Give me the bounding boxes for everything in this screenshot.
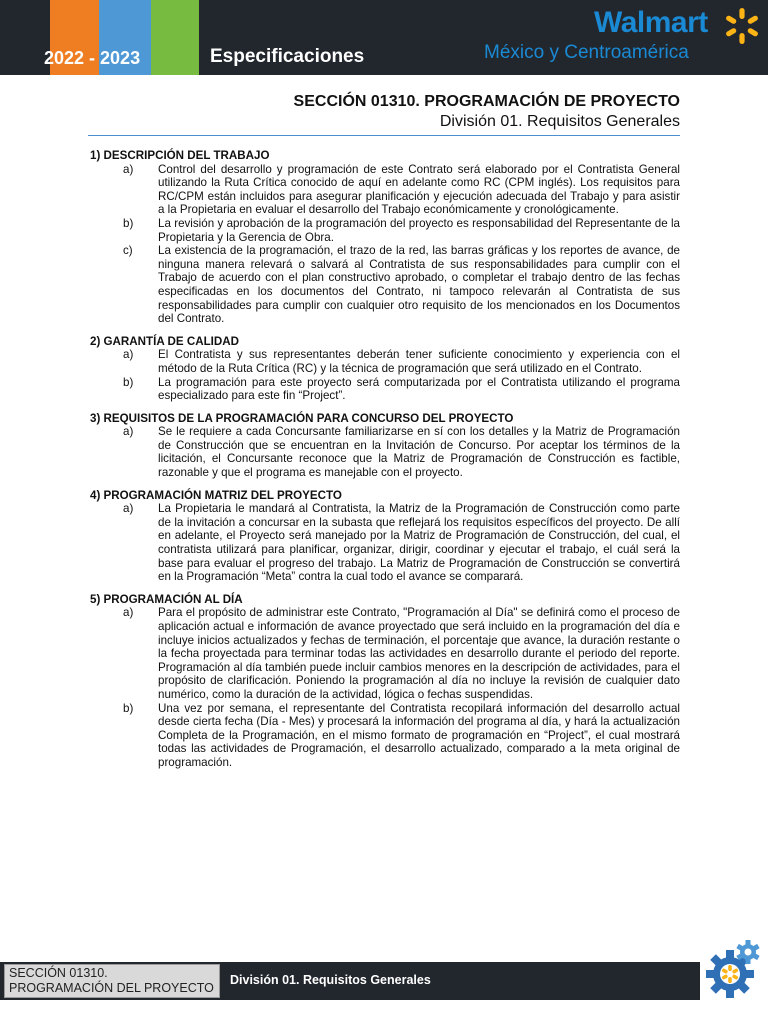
item-text: Para el propósito de administrar este Contrato, "Programación al Día" se definirá como el proceso de aplicación actual e información de avance proyectado que será incluido en la programación del día e incluye inicios actualizados y fechas de terminación, el porcentaje que avance, la duración restante o la fecha proyectada para terminar todas las actividades en desarrollo durante el periodo del reporte. Programación al día también puede incluir cambios menores en la descripción de actividades, para el propósito de clarificación. Poniendo la programación al día no incluye la revisión de cualquier dato numérico, como la duración de la actividad, lógica o fechas suspendidas. [158, 606, 680, 701]
list-item [90, 702, 680, 770]
item-letter: a) [123, 606, 134, 620]
item-letter: a) [123, 348, 134, 362]
list-item [90, 376, 680, 403]
item-text: Una vez por semana, el representante del Contratista recopilará información del desarrollo actual desde cierta fecha (Día - Mes) y procesará la información del programa al día, y hará la actualización Completa de la Programación, en el mismo formato de programación en “Project”, el cual mostrará todas las actividades de Programación, el desarrollo actualizado, comparado a la meta original de programación. [158, 701, 680, 769]
item-text: La existencia de la programación, el trazo de la red, las barras gráficas y los reportes de avance, de ninguna manera relevará o salvará al Contratista de sus responsabilidades para cumplir con el Trabajo de acuerdo con el plan constructivo aprobado, o completar el trabajo dentro de las fechas especificadas en los documentos del Contrato, ni tampoco relevarán al Contratista de sus responsabilidades para cumplir con cualquier otro requisito de los mencionados en los Documentos del Contrato. [158, 244, 680, 326]
section-gap [90, 403, 680, 412]
item-letter: a) [123, 425, 134, 439]
section-heading: 5) PROGRAMACIÓN AL DÍA [90, 592, 243, 606]
list-item [90, 502, 680, 584]
section-subtitle: División 01. Requisitos Generales [439, 113, 680, 130]
item-letter: c) [123, 244, 133, 258]
item-text: La revisión y aprobación de la programación del proyecto es responsabilidad del Representante de la Propietaria y la Gerencia de Obra. [158, 216, 680, 244]
walmart-logo-subtitle: México y Centroamérica [484, 42, 689, 63]
header-title: Especificaciones [210, 46, 365, 67]
footer-section-line2: PROGRAMACIÓN DEL PROYECTO [9, 981, 214, 995]
list-item [90, 348, 680, 375]
section-gap [90, 584, 680, 593]
section-heading: 4) PROGRAMACIÓN MATRIZ DEL PROYECTO [90, 488, 342, 502]
section-heading: 2) GARANTÍA DE CALIDAD [90, 334, 239, 348]
green-stripe [151, 0, 199, 75]
section-heading: 3) REQUISITOS DE LA PROGRAMACIÓN PARA CONCURSO DEL PROYECTO [90, 411, 514, 425]
section-title: SECCIÓN 01310. PROGRAMACIÓN DE PROYECTO [293, 93, 680, 110]
section-gap [90, 326, 680, 335]
list-item [90, 244, 680, 326]
item-text: El Contratista y sus representantes deberán tener suficiente conocimiento y experiencia con el método de la Ruta Crítica (RC) y la técnica de programación que será utilizado en el Contrato. [158, 348, 680, 375]
item-letter: b) [123, 216, 134, 230]
walmart-spark-icon [722, 6, 762, 46]
document-body [90, 149, 680, 770]
item-text: Se le requiere a cada Concursante familiarizarse en sí con los detalles y la Matriz de Programación de Construcción que se encuentran en la Invitación de Concurso. Por aceptar los términos de la licitación, el Concursante reconoce que la Matriz de Programación de Construcción es factible, razonable y que el programa es manejable con el proyecto. [158, 425, 680, 480]
item-text: La Propietaria le mandará al Contratista, la Matriz de la Programación de Construcción como parte de la invitación a concursar en la subasta que reflejará los requisitos específicos del proyecto. De allí en adelante, el Proyecto será manejado por la Matriz de Programación de Construcción, del cual, el contratista utilizará para planificar, organizar, dirigir, coordinar y ejecutar el trabajo, el cuál será la base para evaluar el progreso del trabajo. La Matriz de Programación de Construcción se convertirá en la Programación “Meta” contra la cual todo el avance se comparará. [158, 502, 680, 584]
footer-section-line1: SECCIÓN 01310. [9, 966, 108, 980]
item-letter: a) [123, 502, 134, 516]
list-item [90, 163, 680, 217]
item-letter: a) [123, 162, 134, 176]
list-item [90, 217, 680, 244]
header-years: 2022 - 2023 [44, 48, 141, 68]
item-text: La programación para este proyecto será computarizada por el Contratista utilizando el programa especializado para este fin “Project”. [158, 375, 680, 403]
item-letter: b) [123, 701, 134, 715]
item-text: Control del desarrollo y programación de este Contrato será elaborado por el Contratista General utilizando la Ruta Crítica conocido de aquí en adelante como RC (CPM inglés). Los requisitos para RC/CPM están incluidos para asegurar planificación y ejecución adecuada del Trabajo y para asistir a la Propietaria en evaluar el desarrollo del Trabajo económicamente y cronológicamente. [158, 162, 680, 217]
section-gap [90, 480, 680, 489]
title-divider [88, 135, 680, 136]
list-item [90, 425, 680, 479]
list-item [90, 606, 680, 701]
gear-logo-icon [704, 938, 764, 1000]
walmart-logo-text: Walmart [594, 6, 708, 39]
item-letter: b) [123, 375, 134, 389]
footer-division: División 01. Requisitos Generales [230, 973, 431, 987]
section-heading: 1) DESCRIPCIÓN DEL TRABAJO [90, 149, 270, 162]
footer-section-box [4, 964, 220, 998]
